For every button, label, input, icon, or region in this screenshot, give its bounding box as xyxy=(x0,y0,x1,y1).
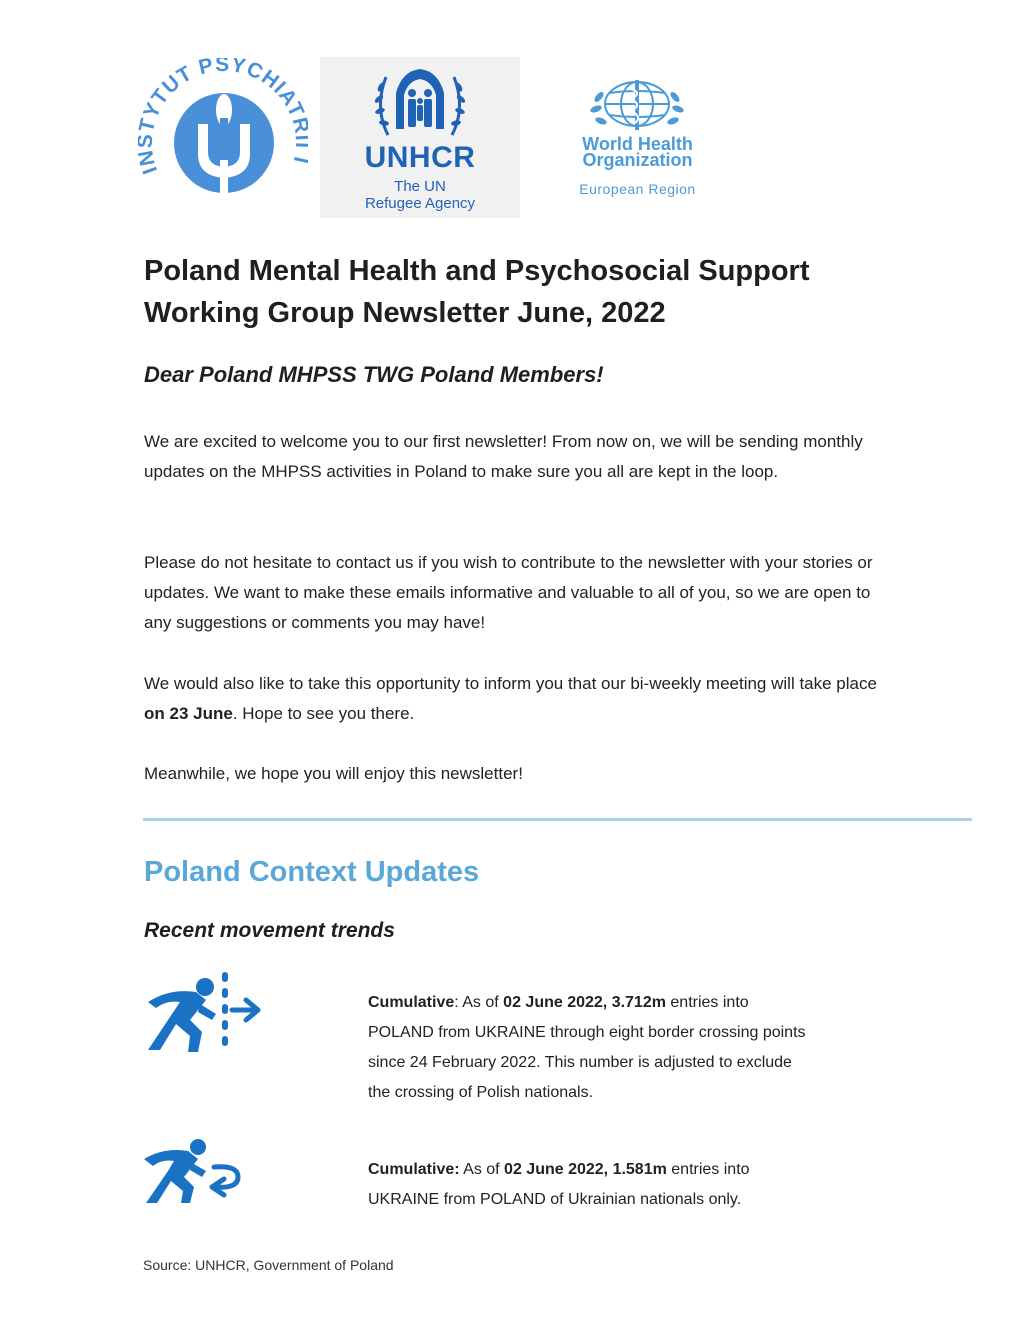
stat-entries-into-poland xyxy=(368,988,808,1108)
unhcr-logo-subtitle-1: The UN xyxy=(394,178,446,195)
person-returning-icon xyxy=(140,1135,245,1207)
source-note: Source: UNHCR, Government of Poland xyxy=(143,1257,394,1273)
who-logo-region: European Region xyxy=(579,181,696,197)
stat2-date: 02 June 2022, 1.581m xyxy=(504,1161,667,1178)
who-logo-line1: World Health xyxy=(582,134,693,154)
stat1-pre: : As of xyxy=(454,994,504,1011)
who-logo xyxy=(555,75,720,200)
unhcr-logo xyxy=(320,57,520,218)
meeting-date: on 23 June xyxy=(144,704,233,723)
ipin-logo-text: I YTUT PSYCHIAT xyxy=(138,58,308,178)
unhcr-logo-subtitle-2: Refugee Agency xyxy=(364,195,476,212)
stat1-rest: entries into POLAND from UKRAINE through eight border crossing points since 24 February 2022. This number is adjusted to exclude the crossing of Polish nationals. xyxy=(368,994,806,1101)
meeting-text-pre: We would also like to take this opportunity to inform you that our bi-weekly meeting will take place xyxy=(144,674,877,693)
section-divider xyxy=(143,818,972,821)
stat-entries-into-ukraine xyxy=(368,1155,808,1215)
contribute-paragraph: Please do not hesitate to contact us if you wish to contribute to the newsletter with your stories or updates. We want to make these emails informative and valuable to all of you, so we are open to any suggestions or comments you may have! xyxy=(144,553,873,632)
closing-paragraph: Meanwhile, we hope you will enjoy this newsletter! xyxy=(144,764,523,783)
section-heading: Poland Context Updates xyxy=(144,856,480,888)
stat1-label: Cumulative xyxy=(368,994,455,1011)
unhcr-logo-name: UNHCR xyxy=(364,141,476,174)
who-emblem-icon xyxy=(587,77,687,133)
subsection-heading: Recent movement trends xyxy=(144,919,395,942)
stat2-pre: As of xyxy=(459,1161,505,1178)
meeting-text-post: . Hope to see you there. xyxy=(232,704,415,723)
stat2-rest: entries into UKRAINE from POLAND of Ukrainian nationals only. xyxy=(368,1161,750,1208)
newsletter-title: Poland Mental Health and Psychosocial Support Working Group Newsletter June, 2022 xyxy=(144,255,810,329)
greeting: Dear Poland MHPSS TWG Poland Members! xyxy=(144,362,604,387)
stat1-date: 02 June 2022, 3.712m xyxy=(503,994,666,1011)
intro-paragraph: We are excited to welcome you to our first newsletter! From now on, we will be sending monthly updates on the MHPSS activities in Poland to make sure you all are kept in the loop. xyxy=(144,432,863,481)
who-logo-line2: Organization xyxy=(582,150,693,170)
meeting-paragraph xyxy=(144,669,884,729)
ipin-logo xyxy=(138,58,308,222)
stat2-label: Cumulative: xyxy=(368,1161,460,1178)
person-exiting-icon xyxy=(140,970,265,1055)
